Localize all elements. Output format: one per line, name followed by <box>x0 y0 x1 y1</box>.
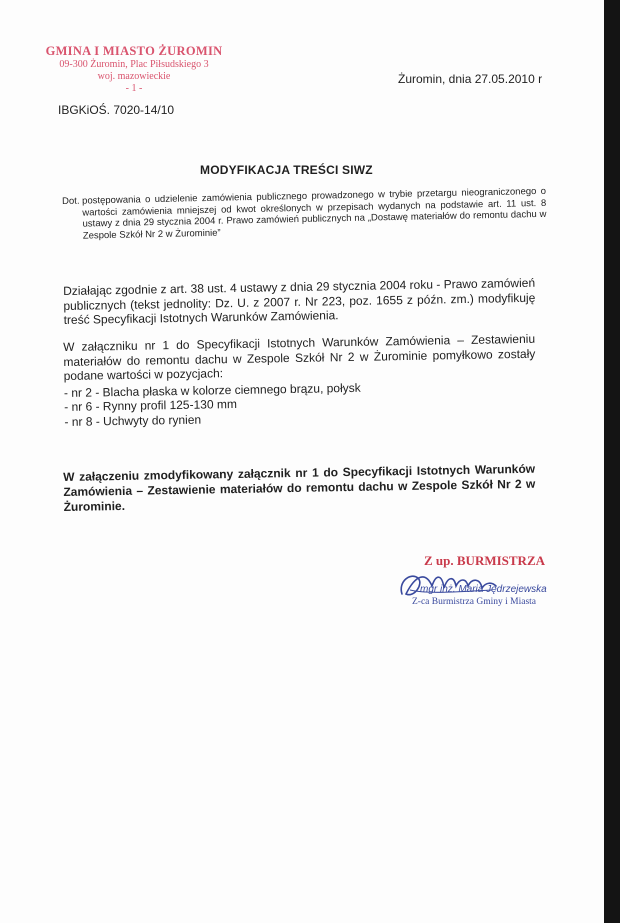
regarding-text: postępowania o udzielenie zamówienia publicznego prowadzonego w trybie przetargu nieograniczonego o wartości zamówienia mniejszej od kwot określonych w przepisach wydanych na podstawie art. 11 ust. 8 ustawy z dnia 29 stycznia 2004 r. Prawo zamówień publicznych na „Dostawę materiałów do remontu dachu w Zespole Szkół Nr 2 w Żurominie” <box>81 185 547 242</box>
scan-border <box>604 0 620 923</box>
stamp-address: 09-300 Żuromin, Plac Piłsudskiego 3 <box>59 59 209 70</box>
stamp-region: woj. mazowieckie <box>97 71 171 82</box>
organization-stamp <box>44 44 224 95</box>
list-item: - nr 6 - Rynny profil 125-130 mm <box>64 396 237 414</box>
paragraph-legal-basis: Działając zgodnie z art. 38 ust. 4 ustawy z dnia 29 stycznia 2004 roku - Prawo zamówień publicznych (tekst jednolity: Dz. U. z 2007 r. Nr 223, poz. 1655 z późn. zm.) modyfikuję treść Specyfikacji Istotnych Warunków Zamówienia. <box>63 275 536 327</box>
signature-title: Z up. BURMISTRZA <box>424 553 546 568</box>
list-item: - nr 8 - Uchwyty do rynien <box>64 412 202 429</box>
correction-intro: W załączniku nr 1 do Specyfikacji Istotnych Warunków Zamówienia – Zestawieniu materiałów do remontu dachu w Zespole Szkół Nr 2 w Żurominie pomyłkowo zostały podane wartości w pozycjach: <box>63 331 536 383</box>
regarding-section <box>62 186 547 242</box>
signatory-name: mgr inż. Maria Jędrzejewska <box>420 584 547 595</box>
regarding-prefix: Dot. <box>62 195 80 207</box>
stamp-org-name: GMINA I MIASTO ŻUROMIN <box>45 44 223 58</box>
stamp-mark: - 1 - <box>125 83 143 94</box>
reference-number: IBGKiOŚ. 7020-14/10 <box>58 103 175 117</box>
place-date: Żuromin, dnia 27.05.2010 r <box>398 72 543 86</box>
signatory-role: Z-ca Burmistrza Gminy i Miasta <box>412 597 536 607</box>
document-title: MODYFIKACJA TREŚCI SIWZ <box>200 163 373 177</box>
list-item: - nr 2 - Blacha płaska w kolorze ciemnego brązu, połysk <box>63 380 361 400</box>
paragraph-correction <box>63 332 536 429</box>
paragraph-attachment: W załączeniu zmodyfikowany załącznik nr 1 do Specyfikacji Istotnych Warunków Zamówienia – Zestawienie materiałów do remontu dachu w Zespole Szkół Nr 2 w Żurominie. <box>63 461 536 514</box>
